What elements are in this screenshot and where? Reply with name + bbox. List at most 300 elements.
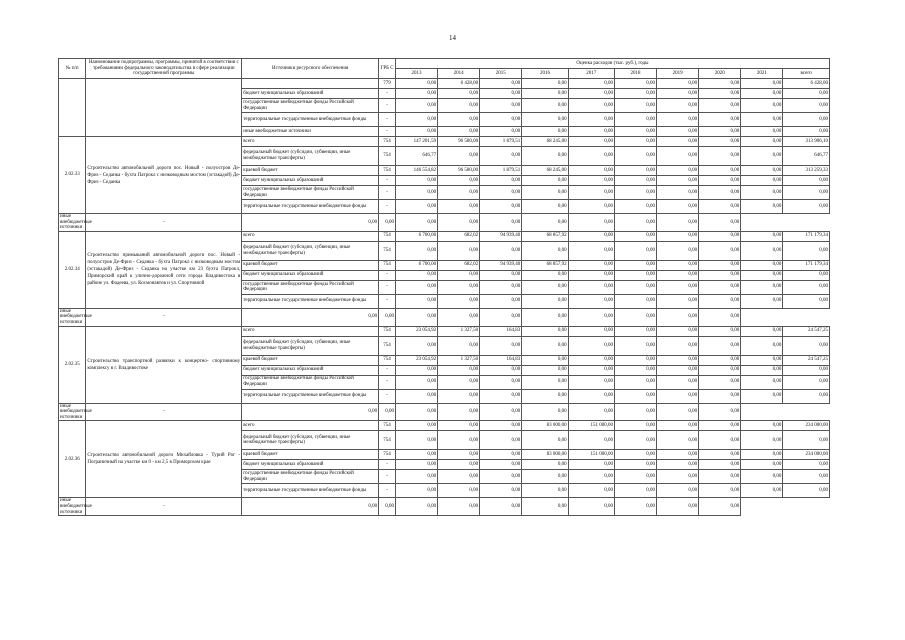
year-value-cell: 0,00: [438, 375, 480, 389]
grbs-cell: -: [379, 127, 396, 137]
total-cell: 0,00: [783, 294, 830, 308]
year-value-cell: 0,00: [741, 176, 783, 186]
funding-source-cell: государственные внебюджетные фонды Российской Федерации: [242, 99, 379, 113]
grbs-cell: -: [379, 375, 396, 389]
year-value-cell: 0,00: [699, 79, 741, 89]
year-value-cell: 0,00: [395, 270, 437, 280]
year-value-cell: 0,00: [568, 270, 614, 280]
row-number-cell: 2.02.36: [59, 421, 86, 498]
col-estimate-header: Оценка расходов (тыс. руб.), годы: [395, 59, 829, 69]
year-value-cell: 0,00: [657, 186, 699, 200]
funding-source-cell: иные внебюджетные источники: [242, 127, 379, 137]
total-cell: 0,00: [783, 484, 830, 498]
year-value-cell: 0,00: [568, 214, 614, 232]
funding-source-cell: краевой бюджет: [242, 355, 379, 365]
year-value-cell: 0,00: [568, 403, 614, 421]
year-value-cell: 0,00: [657, 137, 699, 147]
total-cell: 234 000,00: [783, 421, 830, 431]
year-value-cell: 0,00: [657, 214, 699, 232]
year-value-cell: 0,00: [568, 355, 614, 365]
year-value-cell: 0,00: [741, 186, 783, 200]
year-value-cell: 0,00: [699, 147, 741, 166]
year-value-cell: 0,00: [568, 231, 614, 241]
year-value-cell: 0,00: [522, 355, 568, 365]
year-value-cell: 1 327,50: [438, 326, 480, 336]
year-value-cell: 0,00: [395, 294, 437, 308]
year-value-cell: 0,00: [568, 431, 614, 450]
year-value-cell: 0,00: [480, 186, 522, 200]
year-value-cell: 0,00: [395, 99, 437, 113]
year-value-cell: 0,00: [614, 166, 656, 176]
year-value-cell: 0,00: [657, 375, 699, 389]
year-value-cell: 0,00: [438, 113, 480, 127]
year-header: 2015: [480, 69, 522, 79]
year-value-cell: 0,00: [657, 294, 699, 308]
year-value-cell: 0,00: [379, 498, 396, 516]
year-value-cell: 0,00: [522, 127, 568, 137]
year-value-cell: 0,00: [699, 99, 741, 113]
year-value-cell: 0,00: [657, 241, 699, 260]
year-value-cell: 0,00: [699, 200, 741, 214]
year-value-cell: 0,00: [480, 79, 522, 89]
grbs-cell: -: [379, 89, 396, 99]
year-value-cell: 0,00: [741, 484, 783, 498]
year-value-cell: 0,00: [568, 200, 614, 214]
year-value-cell: 0,00: [614, 231, 656, 241]
total-cell: 0,00: [783, 375, 830, 389]
year-value-cell: 0,00: [657, 260, 699, 270]
year-value-cell: 0,00: [395, 403, 437, 421]
funding-source-cell: всего: [242, 326, 379, 336]
year-value-cell: 0,00: [395, 308, 437, 326]
funding-source-cell: территориальные государственные внебюджетные фонды: [242, 389, 379, 403]
year-value-cell: 0,00: [438, 431, 480, 450]
grbs-cell: -: [379, 460, 396, 470]
grbs-cell: 754: [379, 355, 396, 365]
year-value-cell: 0,00: [480, 99, 522, 113]
funding-source-cell: государственные внебюджетные фонды Российской Федерации: [242, 375, 379, 389]
grbs-cell: 754: [379, 326, 396, 336]
funding-source-cell: бюджет муниципальных образований: [242, 365, 379, 375]
year-value-cell: 0,00: [522, 147, 568, 166]
total-cell: 0,00: [783, 113, 830, 127]
year-value-cell: 0,00: [480, 450, 522, 460]
year-header: 2019: [657, 69, 699, 79]
year-value-cell: 0,00: [699, 176, 741, 186]
year-value-cell: 0,00: [699, 270, 741, 280]
total-cell: 0,00: [783, 389, 830, 403]
year-value-cell: 0,00: [568, 99, 614, 113]
year-value-cell: 0,00: [657, 147, 699, 166]
year-value-cell: 0,00: [480, 89, 522, 99]
year-value-cell: 0,00: [614, 137, 656, 147]
year-value-cell: 164,83: [480, 326, 522, 336]
year-value-cell: 0,00: [522, 270, 568, 280]
year-value-cell: 0,00: [568, 326, 614, 336]
year-header: 2014: [438, 69, 480, 79]
year-value-cell: 0,00: [699, 389, 741, 403]
year-value-cell: 0,00: [395, 498, 437, 516]
year-value-cell: 0,00: [395, 200, 437, 214]
table-row: [59, 421, 830, 431]
row-number-cell: 2.02.35: [59, 326, 86, 403]
year-value-cell: 94 939,40: [480, 231, 522, 241]
year-value-cell: 0,00: [614, 280, 656, 294]
year-value-cell: 0,00: [657, 389, 699, 403]
year-value-cell: 0,00: [242, 214, 379, 232]
year-value-cell: 0,00: [741, 113, 783, 127]
total-cell: 0,00: [783, 460, 830, 470]
year-value-cell: 1 879,51: [480, 166, 522, 176]
grbs-cell: 754: [379, 431, 396, 450]
year-value-cell: 0,00: [741, 166, 783, 176]
year-header: 2017: [568, 69, 614, 79]
funding-source-cell: иные внебюджетные источники: [60, 214, 92, 231]
total-cell: 313 259,33: [783, 166, 830, 176]
total-cell: 6 428,00: [783, 79, 830, 89]
table-row: [59, 231, 830, 241]
year-value-cell: 0,00: [522, 176, 568, 186]
year-value-cell: 0,00: [699, 431, 741, 450]
grbs-cell: -: [379, 389, 396, 403]
year-value-cell: 0,00: [699, 365, 741, 375]
funding-source-cell: федеральный бюджет (субсидии, субвенции, иные межбюджетные трансферты): [242, 336, 379, 355]
year-value-cell: 0,00: [480, 308, 522, 326]
year-value-cell: 0,00: [657, 308, 699, 326]
year-value-cell: 0,00: [395, 89, 437, 99]
year-value-cell: 0,00: [741, 79, 783, 89]
grbs-cell: -: [379, 200, 396, 214]
grbs-cell: 754: [379, 336, 396, 355]
year-value-cell: 0,00: [522, 498, 568, 516]
year-value-cell: 0,00: [522, 326, 568, 336]
year-value-cell: 0,00: [438, 214, 480, 232]
year-value-cell: 0,00: [395, 389, 437, 403]
year-value-cell: 0,00: [614, 389, 656, 403]
year-value-cell: 682,02: [438, 231, 480, 241]
year-value-cell: 0,00: [699, 326, 741, 336]
year-value-cell: 0,00: [568, 137, 614, 147]
year-value-cell: 164,83: [480, 355, 522, 365]
grbs-cell: 779: [379, 79, 396, 89]
year-value-cell: 0,00: [614, 375, 656, 389]
year-value-cell: 6 428,00: [438, 79, 480, 89]
year-value-cell: 0,00: [699, 355, 741, 365]
table-body: [59, 79, 830, 516]
year-value-cell: 0,00: [438, 470, 480, 484]
col-grbs-header: ГРБ С: [379, 59, 396, 79]
total-cell: 0,00: [783, 365, 830, 375]
year-value-cell: 0,00: [568, 127, 614, 137]
year-value-cell: 0,00: [657, 484, 699, 498]
year-value-cell: 0,00: [657, 326, 699, 336]
funding-source-cell: иные внебюджетные источники: [60, 498, 92, 515]
year-value-cell: 0,00: [480, 241, 522, 260]
year-value-cell: 0,00: [242, 498, 379, 516]
year-value-cell: 0,00: [614, 79, 656, 89]
year-value-cell: 0,00: [438, 99, 480, 113]
year-value-cell: 0,00: [657, 99, 699, 113]
total-header: всего: [783, 69, 830, 79]
year-value-cell: 146 554,82: [395, 166, 437, 176]
year-value-cell: 0,00: [568, 186, 614, 200]
grbs-cell: -: [379, 186, 396, 200]
year-value-cell: 68 857,92: [522, 260, 568, 270]
funding-source-cell: всего: [242, 231, 379, 241]
year-value-cell: 0,00: [379, 403, 396, 421]
year-value-cell: 23 054,92: [395, 355, 437, 365]
funding-source-cell: бюджет муниципальных образований: [242, 176, 379, 186]
year-value-cell: 0,00: [522, 79, 568, 89]
row-number-cell: 2.02.34: [59, 231, 86, 308]
year-value-cell: 0,00: [741, 231, 783, 241]
funding-source-cell: федеральный бюджет (субсидии, субвенции, иные межбюджетные трансферты): [242, 431, 379, 450]
grbs-cell: 754: [379, 260, 396, 270]
year-value-cell: 0,00: [480, 294, 522, 308]
funding-source-cell: краевой бюджет: [242, 166, 379, 176]
col-source-header: Источники ресурсного обеспечения: [242, 59, 379, 79]
year-value-cell: 0,00: [614, 421, 656, 431]
year-value-cell: 0,00: [741, 470, 783, 484]
year-value-cell: 0,00: [522, 389, 568, 403]
year-value-cell: 0,00: [657, 127, 699, 137]
year-value-cell: 0,00: [614, 241, 656, 260]
year-value-cell: 0,00: [614, 336, 656, 355]
year-value-cell: 0,00: [522, 214, 568, 232]
year-value-cell: 0,00: [657, 431, 699, 450]
year-value-cell: 0,00: [395, 431, 437, 450]
year-value-cell: 0,00: [741, 421, 783, 431]
year-value-cell: 0,00: [614, 127, 656, 137]
year-value-cell: 0,00: [657, 403, 699, 421]
year-value-cell: 23 054,92: [395, 326, 437, 336]
year-value-cell: 0,00: [614, 326, 656, 336]
year-value-cell: 0,00: [480, 214, 522, 232]
grbs-cell: -: [379, 294, 396, 308]
total-cell: 24 547,25: [783, 355, 830, 365]
year-value-cell: 0,00: [438, 460, 480, 470]
year-header: 2020: [699, 69, 741, 79]
year-value-cell: 0,00: [568, 460, 614, 470]
year-value-cell: 0,00: [568, 484, 614, 498]
year-value-cell: 0,00: [438, 365, 480, 375]
year-value-cell: 0,00: [522, 431, 568, 450]
year-value-cell: 0,00: [522, 484, 568, 498]
year-value-cell: 0,00: [741, 260, 783, 270]
year-value-cell: 147 201,59: [395, 137, 437, 147]
year-value-cell: 0,00: [568, 375, 614, 389]
year-value-cell: 0,00: [741, 326, 783, 336]
grbs-cell: 754: [379, 137, 396, 147]
year-value-cell: 0,00: [741, 355, 783, 365]
year-value-cell: 0,00: [614, 99, 656, 113]
year-value-cell: 0,00: [568, 166, 614, 176]
year-value-cell: 0,00: [438, 450, 480, 460]
year-value-cell: 68 245,00: [522, 166, 568, 176]
year-value-cell: 94 939,40: [480, 260, 522, 270]
year-value-cell: 0,00: [480, 270, 522, 280]
year-value-cell: 0,00: [395, 79, 437, 89]
total-cell: 0,00: [783, 241, 830, 260]
year-value-cell: 0,00: [699, 241, 741, 260]
funding-source-cell: территориальные государственные внебюджетные фонды: [242, 200, 379, 214]
year-value-cell: 0,00: [438, 89, 480, 99]
total-cell: 0,00: [699, 308, 741, 326]
year-value-cell: 0,00: [522, 241, 568, 260]
table-row: [59, 326, 830, 336]
program-name-cell: [86, 79, 242, 137]
year-value-cell: 0,00: [741, 450, 783, 460]
funding-source-cell: всего: [242, 137, 379, 147]
program-name-cell: Строительство автомобильной дороги пос. Новый - полуостров Де-Фриз - Седанка - бухта Патрокл с низководным мостом (эстакадой) Де-Фриз - Седанка: [86, 137, 242, 214]
year-value-cell: 0,00: [657, 280, 699, 294]
year-value-cell: 0,00: [395, 375, 437, 389]
funding-source-cell: [242, 79, 379, 89]
total-cell: 171 179,34: [783, 231, 830, 241]
year-value-cell: 0,00: [379, 308, 396, 326]
grbs-cell: -: [86, 498, 242, 516]
year-value-cell: 0,00: [395, 127, 437, 137]
total-cell: 0,00: [783, 186, 830, 200]
year-value-cell: 0,00: [614, 403, 656, 421]
year-value-cell: 0,00: [522, 99, 568, 113]
year-value-cell: 0,00: [741, 270, 783, 280]
year-value-cell: 0,00: [657, 270, 699, 280]
year-value-cell: 83 000,00: [522, 450, 568, 460]
year-value-cell: 83 000,00: [522, 421, 568, 431]
year-value-cell: 0,00: [438, 241, 480, 260]
year-value-cell: 0,00: [741, 365, 783, 375]
year-value-cell: 0,00: [522, 460, 568, 470]
year-value-cell: 0,00: [568, 365, 614, 375]
year-value-cell: 0,00: [480, 403, 522, 421]
year-value-cell: 0,00: [522, 375, 568, 389]
year-value-cell: 68 245,00: [522, 137, 568, 147]
year-value-cell: 0,00: [522, 470, 568, 484]
year-value-cell: 0,00: [480, 498, 522, 516]
year-value-cell: 0,00: [657, 113, 699, 127]
year-value-cell: 0,00: [699, 294, 741, 308]
row-number-cell: 2.02.33: [59, 137, 86, 214]
year-value-cell: 6 700,00: [395, 231, 437, 241]
year-value-cell: 0,00: [568, 389, 614, 403]
year-value-cell: 0,00: [568, 308, 614, 326]
year-value-cell: 1 879,51: [480, 137, 522, 147]
year-value-cell: 0,00: [568, 336, 614, 355]
year-value-cell: 0,00: [522, 308, 568, 326]
year-value-cell: 0,00: [699, 421, 741, 431]
year-value-cell: 0,00: [480, 113, 522, 127]
year-value-cell: 0,00: [741, 280, 783, 294]
grbs-cell: -: [379, 113, 396, 127]
table-row: [59, 214, 830, 232]
year-value-cell: 1 327,50: [438, 355, 480, 365]
year-value-cell: 0,00: [657, 231, 699, 241]
year-value-cell: 0,00: [568, 79, 614, 89]
table-row: [59, 79, 830, 89]
year-value-cell: 0,00: [438, 127, 480, 137]
year-value-cell: 0,00: [395, 113, 437, 127]
year-value-cell: 0,00: [395, 460, 437, 470]
year-value-cell: 0,00: [480, 280, 522, 294]
grbs-cell: -: [379, 270, 396, 280]
grbs-cell: -: [379, 470, 396, 484]
grbs-cell: 754: [379, 231, 396, 241]
year-value-cell: 0,00: [395, 470, 437, 484]
year-value-cell: 0,00: [395, 241, 437, 260]
year-value-cell: 0,00: [480, 127, 522, 137]
year-value-cell: 0,00: [741, 99, 783, 113]
year-value-cell: 0,00: [657, 365, 699, 375]
year-value-cell: 0,00: [438, 336, 480, 355]
year-value-cell: 0,00: [522, 294, 568, 308]
year-value-cell: 0,00: [395, 421, 437, 431]
year-value-cell: 0,00: [438, 200, 480, 214]
year-value-cell: 0,00: [699, 260, 741, 270]
year-value-cell: 0,00: [741, 375, 783, 389]
year-value-cell: 0,00: [699, 484, 741, 498]
year-value-cell: 0,00: [699, 280, 741, 294]
total-cell: 0,00: [783, 176, 830, 186]
year-value-cell: 682,02: [438, 260, 480, 270]
year-value-cell: 0,00: [522, 200, 568, 214]
year-header: 2021: [741, 69, 783, 79]
year-value-cell: 0,00: [614, 270, 656, 280]
year-value-cell: 0,00: [438, 176, 480, 186]
year-value-cell: 0,00: [480, 460, 522, 470]
year-header: 2018: [614, 69, 656, 79]
year-value-cell: 0,00: [568, 470, 614, 484]
year-header: 2016: [522, 69, 568, 79]
funding-source-cell: краевой бюджет: [242, 450, 379, 460]
year-value-cell: 0,00: [614, 89, 656, 99]
year-value-cell: 0,00: [522, 403, 568, 421]
year-value-cell: 0,00: [657, 89, 699, 99]
total-cell: 0,00: [699, 214, 741, 232]
year-value-cell: 0,00: [395, 214, 437, 232]
year-value-cell: 0,00: [522, 280, 568, 294]
year-value-cell: 0,00: [395, 336, 437, 355]
year-value-cell: 0,00: [395, 280, 437, 294]
total-cell: 0,00: [783, 200, 830, 214]
grbs-cell: 754: [379, 421, 396, 431]
year-value-cell: 0,00: [614, 214, 656, 232]
year-value-cell: 0,00: [699, 166, 741, 176]
year-value-cell: 0,00: [614, 498, 656, 516]
year-value-cell: 151 000,00: [568, 450, 614, 460]
total-cell: 24 547,25: [783, 326, 830, 336]
year-value-cell: 0,00: [522, 365, 568, 375]
year-value-cell: 0,00: [614, 200, 656, 214]
year-value-cell: 0,00: [438, 280, 480, 294]
table-row: [59, 403, 830, 421]
program-name-cell: Строительство примыканий автомобильной дороги пос. Новый - полуостров Де-Фриз - Седанка - бухта Патрокл с низководным мостом (эстакадой) Де-Фриз - Седанка на участке км 23 бухта Патрокл, Приморский край к улично-дорожной сети города Владивостока в районе ул. Фадеева, ул. Космонавтов и ул. Спортивной: [86, 231, 242, 308]
year-value-cell: 0,00: [480, 470, 522, 484]
grbs-cell: -: [86, 214, 242, 232]
total-cell: 0,00: [699, 403, 741, 421]
funding-source-cell: государственные внебюджетные фонды Российской Федерации: [242, 280, 379, 294]
table-row: [59, 137, 830, 147]
grbs-cell: -: [379, 99, 396, 113]
year-value-cell: 0,00: [741, 389, 783, 403]
funding-source-cell: федеральный бюджет (субсидии, субвенции, иные межбюджетные трансферты): [242, 241, 379, 260]
year-value-cell: 0,00: [438, 270, 480, 280]
year-value-cell: 0,00: [699, 336, 741, 355]
year-value-cell: 0,00: [657, 200, 699, 214]
year-value-cell: 0,00: [614, 460, 656, 470]
total-cell: 234 000,00: [783, 450, 830, 460]
year-value-cell: 0,00: [522, 113, 568, 127]
